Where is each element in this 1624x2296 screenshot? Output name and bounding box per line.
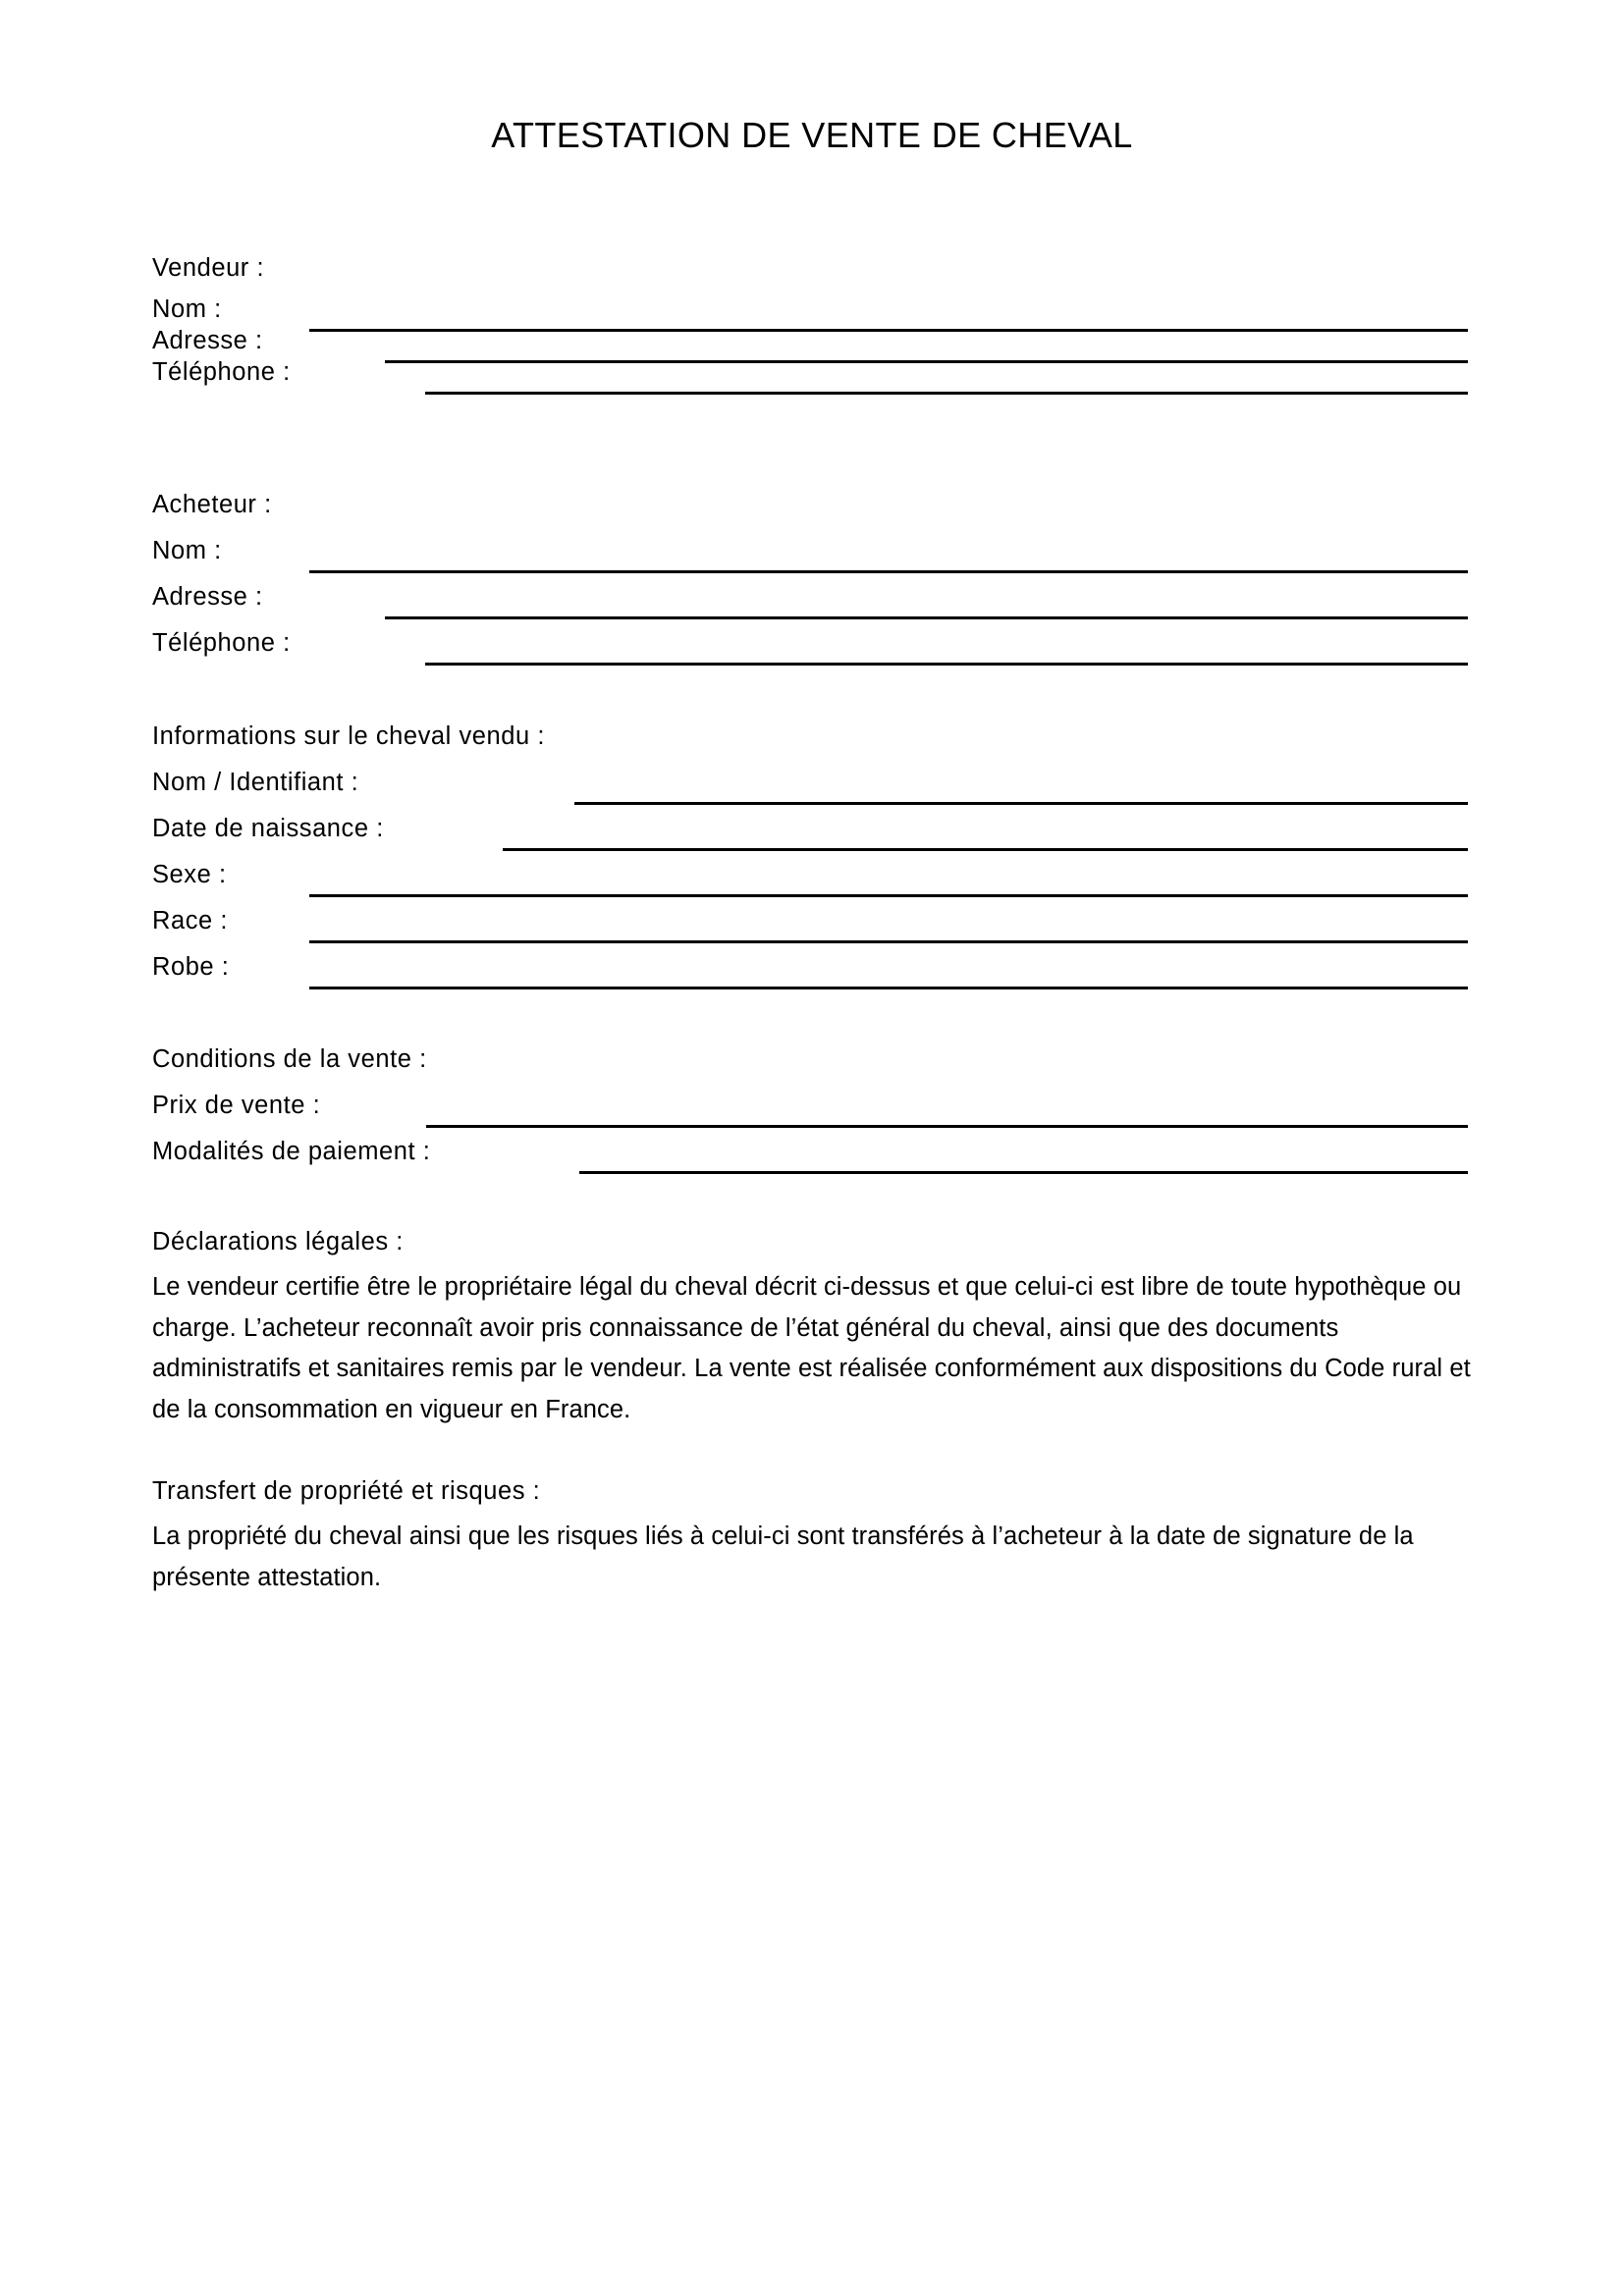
field-label-buyer-adresse: Adresse : bbox=[152, 583, 263, 611]
field-label-horse-sexe: Sexe : bbox=[152, 861, 227, 888]
field-rule-horse-sexe[interactable] bbox=[309, 894, 1468, 897]
field-rule-prix-de-vente[interactable] bbox=[426, 1125, 1468, 1128]
section-heading-buyer: Acheteur : bbox=[152, 491, 272, 518]
field-rule-horse-nom-identifiant[interactable] bbox=[574, 802, 1468, 805]
field-label-seller-telephone: Téléphone : bbox=[152, 358, 291, 386]
field-rule-modalites-de-paiement[interactable] bbox=[579, 1171, 1468, 1174]
page-title: ATTESTATION DE VENTE DE CHEVAL bbox=[491, 115, 1133, 155]
field-rule-horse-robe[interactable] bbox=[309, 987, 1468, 989]
transfer-of-ownership-text: La propriété du cheval ainsi que les risques liés à celui-ci sont transférés à l’acheteur à la date de signature de la présente attestation. bbox=[152, 1522, 1414, 1591]
field-label-buyer-nom: Nom : bbox=[152, 537, 222, 564]
section-heading-transfer-of-ownership: Transfert de propriété et risques : bbox=[152, 1477, 541, 1505]
field-label-modalites-de-paiement: Modalités de paiement : bbox=[152, 1138, 431, 1165]
field-rule-buyer-adresse[interactable] bbox=[385, 616, 1468, 619]
field-rule-buyer-telephone[interactable] bbox=[425, 663, 1468, 666]
section-heading-horse: Informations sur le cheval vendu : bbox=[152, 722, 545, 750]
field-row-seller-telephone bbox=[152, 355, 1473, 400]
field-label-buyer-telephone: Téléphone : bbox=[152, 629, 291, 657]
section-heading-legal-declarations: Déclarations légales : bbox=[152, 1228, 404, 1255]
legal-declarations-text: Le vendeur certifie être le propriétaire légal du cheval décrit ci-dessus et que celui-ci est libre de toute hypothèque ou charge. L’acheteur reconnaît avoir pris connaissance de l’état général du cheval, ainsi que des documents administratifs et sanitaires remis par le vendeur. La vente est réalisée conformément aux dispositions du Code rural et de la consommation en vigueur en France. bbox=[152, 1273, 1471, 1423]
section-heading-sale-conditions: Conditions de la vente : bbox=[152, 1045, 427, 1073]
field-row-horse-nom-identifiant bbox=[152, 766, 1473, 811]
field-row-horse-robe bbox=[152, 950, 1473, 995]
field-label-horse-date-naissance: Date de naissance : bbox=[152, 815, 384, 842]
field-rule-buyer-nom[interactable] bbox=[309, 570, 1468, 573]
field-row-horse-date-naissance bbox=[152, 812, 1473, 857]
field-row-buyer-nom bbox=[152, 534, 1473, 579]
field-label-seller-nom: Nom : bbox=[152, 295, 222, 323]
field-label-seller-adresse: Adresse : bbox=[152, 327, 263, 354]
field-label-horse-nom-identifiant: Nom / Identifiant : bbox=[152, 769, 359, 796]
field-row-buyer-adresse bbox=[152, 580, 1473, 625]
field-row-buyer-telephone bbox=[152, 626, 1473, 671]
field-label-horse-race: Race : bbox=[152, 907, 228, 934]
field-row-modalites-de-paiement bbox=[152, 1135, 1473, 1180]
field-row-horse-race bbox=[152, 904, 1473, 949]
field-rule-horse-race[interactable] bbox=[309, 940, 1468, 943]
field-rule-horse-date-naissance[interactable] bbox=[503, 848, 1468, 851]
field-row-horse-sexe bbox=[152, 858, 1473, 903]
field-rule-seller-telephone[interactable] bbox=[425, 392, 1468, 395]
section-heading-seller: Vendeur : bbox=[152, 254, 265, 282]
field-label-prix-de-vente: Prix de vente : bbox=[152, 1092, 321, 1119]
field-row-prix-de-vente bbox=[152, 1089, 1473, 1134]
field-label-horse-robe: Robe : bbox=[152, 953, 230, 981]
